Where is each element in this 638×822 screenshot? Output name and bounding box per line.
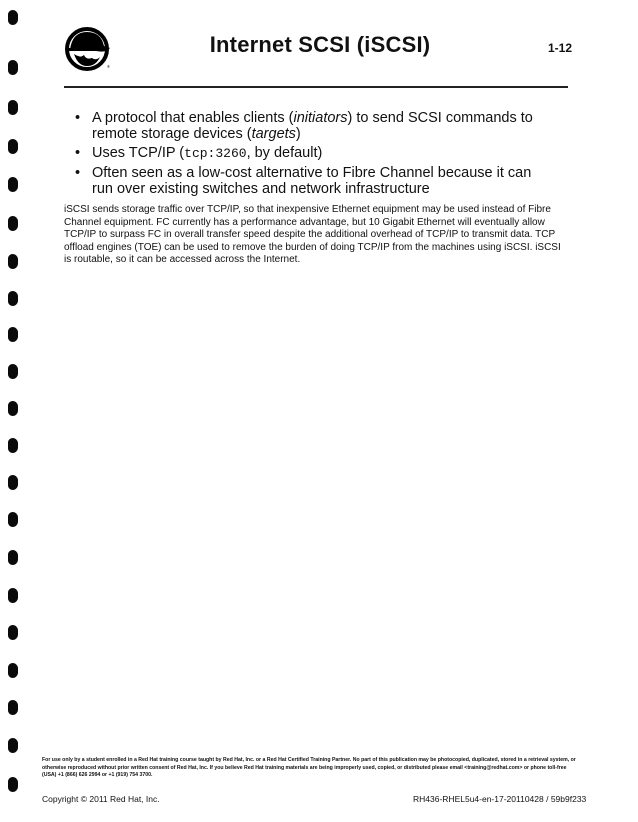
binder-hole (8, 177, 18, 192)
binder-hole (8, 512, 18, 527)
binder-hole (8, 438, 18, 453)
binder-hole (8, 401, 18, 416)
body-paragraph: iSCSI sends storage traffic over TCP/IP, so that inexpensive Ethernet equipment may be used instead of Fibre Channel equipment. FC currently has a performance advantage, but 10 Gigabit Ethernet will eventually allow TCP/IP to surpass FC in overall transfer speed despite the additional overhead of TCP/IP to transmit data. TCP offload engines (TOE) can be used to remove the burden of doing TCP/IP from the machines using iSCSI. iSCSI is routable, so it can be accessed across the Internet. (64, 204, 561, 265)
page-title: Internet SCSI (iSCSI) (209, 32, 431, 57)
binder-hole (8, 777, 18, 792)
page-number: 1-12 (548, 41, 573, 55)
bullet-list (74, 110, 554, 200)
svg-text:®: ® (107, 64, 110, 69)
copyright: Copyright © 2011 Red Hat, Inc. (42, 794, 160, 804)
binder-hole (8, 625, 18, 640)
binder-hole (8, 588, 18, 603)
bullet-item: • Uses TCP/IP (tcp:3260, by default) (74, 145, 554, 162)
redhat-logo-icon (60, 24, 116, 72)
document-id: RH436-RHEL5u4-en-17-20110428 / 59b9f233 (413, 794, 587, 804)
binder-hole (8, 700, 18, 715)
header-divider (64, 86, 568, 88)
bullet-item: • Often seen as a low-cost alternative to Fibre Channel because it can run over existing switches and network infrastructure (74, 165, 554, 197)
binder-hole (8, 327, 18, 342)
binder-hole (8, 100, 18, 115)
binder-hole (8, 738, 18, 753)
binder-hole (8, 139, 18, 154)
binder-hole (8, 663, 18, 678)
binder-hole (8, 10, 18, 25)
binder-hole (8, 254, 18, 269)
binder-hole (8, 364, 18, 379)
binder-hole (8, 216, 18, 231)
bullet-item: • A protocol that enables clients (initiators) to send SCSI commands to remote storage devices (targets) (74, 110, 554, 142)
footer-legal-notice: For use only by a student enrolled in a Red Hat training course taught by Red Hat, Inc. or a Red Hat Certified Training Partner. No part of this publication may be photocopied, duplicated, stored in a retrieval system, or otherwise reproduced without prior written consent of Red Hat, Inc. If you believe Red Hat training materials are being improperly used, copied, or distributed please email <training@redhat.com> or phone toll-free (USA) +1 (866) 626 2994 or +1 (919) 754 3700. (42, 757, 576, 779)
binder-hole (8, 60, 18, 75)
binder-hole (8, 550, 18, 565)
port-code: tcp:3260 (184, 146, 247, 161)
binder-hole (8, 291, 18, 306)
binder-hole (8, 475, 18, 490)
